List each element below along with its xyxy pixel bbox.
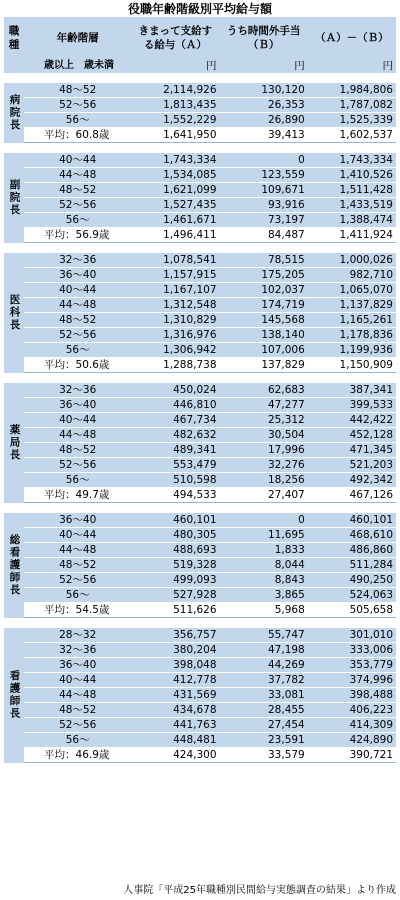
overtime-b-cell: 33,081 [220, 688, 308, 703]
net-c-cell: 333,006 [308, 643, 396, 658]
header-type: 職種 [4, 17, 24, 59]
average-c-cell: 1,150,909 [308, 358, 396, 373]
salary-a-cell: 398,048 [131, 658, 219, 673]
salary-a-cell: 380,204 [131, 643, 219, 658]
overtime-b-cell: 73,197 [220, 213, 308, 228]
overtime-b-cell: 25,312 [220, 413, 308, 428]
age-range-cell: 56～ [24, 733, 131, 748]
overtime-b-cell: 174,719 [220, 298, 308, 313]
net-c-cell: 1,178,836 [308, 328, 396, 343]
age-range-cell: 52～56 [24, 573, 131, 588]
overtime-b-cell: 0 [220, 153, 308, 168]
average-label: 平均：56.9歳 [24, 228, 131, 243]
units-yen-b: 円 [220, 59, 308, 73]
average-b-cell: 5,968 [220, 603, 308, 618]
salary-a-cell: 431,569 [131, 688, 219, 703]
table-row [4, 213, 396, 228]
header-age: 年齢階層 [24, 17, 131, 59]
average-b-cell: 137,829 [220, 358, 308, 373]
units-row [4, 59, 396, 73]
overtime-b-cell: 44,269 [220, 658, 308, 673]
salary-table [4, 17, 396, 763]
average-b-cell: 33,579 [220, 748, 308, 763]
overtime-b-cell: 23,591 [220, 733, 308, 748]
age-range-cell: 32～36 [24, 383, 131, 398]
salary-a-cell: 1,813,435 [131, 98, 219, 113]
net-c-cell: 1,065,070 [308, 283, 396, 298]
job-type-text: 薬局長 [8, 424, 21, 462]
table-row [4, 658, 396, 673]
gap-cell [4, 373, 396, 384]
salary-a-cell: 1,306,942 [131, 343, 219, 358]
salary-table-body [4, 17, 396, 763]
salary-a-cell: 1,310,829 [131, 313, 219, 328]
table-row [4, 413, 396, 428]
net-c-cell: 398,488 [308, 688, 396, 703]
age-range-cell: 52～56 [24, 328, 131, 343]
salary-a-cell: 1,316,976 [131, 328, 219, 343]
salary-a-cell: 446,810 [131, 398, 219, 413]
average-row [4, 128, 396, 143]
age-range-cell: 40～44 [24, 413, 131, 428]
age-range-cell: 52～56 [24, 718, 131, 733]
net-c-cell: 1,787,082 [308, 98, 396, 113]
table-row [4, 703, 396, 718]
overtime-b-cell: 28,455 [220, 703, 308, 718]
net-c-cell: 406,223 [308, 703, 396, 718]
overtime-b-cell: 138,140 [220, 328, 308, 343]
salary-a-cell: 1,157,915 [131, 268, 219, 283]
age-range-cell: 48～52 [24, 313, 131, 328]
average-label: 平均：60.8歳 [24, 128, 131, 143]
salary-a-cell: 434,678 [131, 703, 219, 718]
group-gap [4, 243, 396, 254]
net-c-cell: 1,410,526 [308, 168, 396, 183]
salary-a-cell: 499,093 [131, 573, 219, 588]
group-gap [4, 503, 396, 514]
overtime-b-cell: 175,205 [220, 268, 308, 283]
salary-a-cell: 467,734 [131, 413, 219, 428]
table-row [4, 588, 396, 603]
overtime-b-cell: 93,916 [220, 198, 308, 213]
net-c-cell: 1,137,829 [308, 298, 396, 313]
average-label: 平均：54.5歳 [24, 603, 131, 618]
age-range-cell: 36～40 [24, 513, 131, 528]
job-type-label [4, 383, 24, 503]
overtime-b-cell: 3,865 [220, 588, 308, 603]
net-c-cell: 486,860 [308, 543, 396, 558]
salary-a-cell: 482,632 [131, 428, 219, 443]
net-c-cell: 1,388,474 [308, 213, 396, 228]
net-c-cell: 442,422 [308, 413, 396, 428]
average-a-cell: 1,641,950 [131, 128, 219, 143]
job-type-label [4, 83, 24, 143]
average-c-cell: 1,411,924 [308, 228, 396, 243]
age-range-cell: 48～52 [24, 183, 131, 198]
overtime-b-cell: 8,044 [220, 558, 308, 573]
table-row [4, 153, 396, 168]
table-row [4, 168, 396, 183]
age-range-cell: 48～52 [24, 83, 131, 98]
average-row [4, 228, 396, 243]
average-b-cell: 27,407 [220, 488, 308, 503]
salary-a-cell: 356,757 [131, 628, 219, 643]
salary-a-cell: 553,479 [131, 458, 219, 473]
table-row [4, 428, 396, 443]
average-row [4, 748, 396, 763]
average-b-cell: 84,487 [220, 228, 308, 243]
age-range-cell: 40～44 [24, 283, 131, 298]
table-row [4, 113, 396, 128]
table-row [4, 253, 396, 268]
table-row [4, 383, 396, 398]
table-row [4, 473, 396, 488]
group-gap [4, 618, 396, 629]
table-row [4, 673, 396, 688]
net-c-cell: 414,309 [308, 718, 396, 733]
units-yen-a: 円 [131, 59, 219, 73]
job-type-label [4, 253, 24, 373]
source-note: 人事院「平成25年職種別民間給与実態調査の結果」より作成 [123, 885, 396, 896]
net-c-cell: 1,199,936 [308, 343, 396, 358]
salary-a-cell: 1,312,548 [131, 298, 219, 313]
net-c-cell: 511,284 [308, 558, 396, 573]
net-c-cell: 301,010 [308, 628, 396, 643]
average-row [4, 358, 396, 373]
header-c: （Ａ）－（Ｂ） [308, 17, 396, 59]
salary-a-cell: 480,305 [131, 528, 219, 543]
net-c-cell: 524,063 [308, 588, 396, 603]
salary-a-cell: 448,481 [131, 733, 219, 748]
salary-a-cell: 519,328 [131, 558, 219, 573]
average-a-cell: 511,626 [131, 603, 219, 618]
net-c-cell: 1,743,334 [308, 153, 396, 168]
age-range-cell: 36～40 [24, 658, 131, 673]
salary-a-cell: 527,928 [131, 588, 219, 603]
age-range-cell: 56～ [24, 113, 131, 128]
salary-a-cell: 2,114,926 [131, 83, 219, 98]
table-row [4, 558, 396, 573]
age-range-cell: 56～ [24, 343, 131, 358]
net-c-cell: 492,342 [308, 473, 396, 488]
gap-cell [4, 243, 396, 254]
average-c-cell: 467,126 [308, 488, 396, 503]
net-c-cell: 353,779 [308, 658, 396, 673]
average-label: 平均：49.7歳 [24, 488, 131, 503]
overtime-b-cell: 47,198 [220, 643, 308, 658]
overtime-b-cell: 30,504 [220, 428, 308, 443]
overtime-b-cell: 47,277 [220, 398, 308, 413]
overtime-b-cell: 78,515 [220, 253, 308, 268]
age-range-cell: 56～ [24, 473, 131, 488]
table-row [4, 298, 396, 313]
salary-a-cell: 1,743,334 [131, 153, 219, 168]
average-c-cell: 505,658 [308, 603, 396, 618]
net-c-cell: 982,710 [308, 268, 396, 283]
salary-a-cell: 1,167,107 [131, 283, 219, 298]
age-range-cell: 36～40 [24, 268, 131, 283]
average-c-cell: 1,602,537 [308, 128, 396, 143]
table-row [4, 628, 396, 643]
age-range-cell: 32～36 [24, 643, 131, 658]
net-c-cell: 452,128 [308, 428, 396, 443]
net-c-cell: 374,996 [308, 673, 396, 688]
table-row [4, 688, 396, 703]
age-range-cell: 44～48 [24, 298, 131, 313]
overtime-b-cell: 32,276 [220, 458, 308, 473]
salary-a-cell: 1,552,229 [131, 113, 219, 128]
table-row [4, 283, 396, 298]
net-c-cell: 1,165,261 [308, 313, 396, 328]
units-yen-c: 円 [308, 59, 396, 73]
overtime-b-cell: 26,890 [220, 113, 308, 128]
gap-cell [4, 73, 396, 83]
age-range-cell: 40～44 [24, 528, 131, 543]
overtime-b-cell: 107,006 [220, 343, 308, 358]
net-c-cell: 1,525,339 [308, 113, 396, 128]
net-c-cell: 1,511,428 [308, 183, 396, 198]
job-type-text: 総看護師長 [8, 534, 21, 597]
job-type-text: 病院長 [8, 94, 21, 132]
net-c-cell: 460,101 [308, 513, 396, 528]
overtime-b-cell: 123,559 [220, 168, 308, 183]
age-range-cell: 48～52 [24, 703, 131, 718]
overtime-b-cell: 11,695 [220, 528, 308, 543]
average-label: 平均：50.6歳 [24, 358, 131, 373]
table-row [4, 83, 396, 98]
overtime-b-cell: 0 [220, 513, 308, 528]
gap-cell [4, 503, 396, 514]
job-type-label [4, 513, 24, 618]
table-row [4, 313, 396, 328]
gap-cell [4, 618, 396, 629]
age-range-cell: 48～52 [24, 558, 131, 573]
header-b: うち時間外手当（Ｂ） [220, 17, 308, 59]
table-row [4, 98, 396, 113]
salary-a-cell: 510,598 [131, 473, 219, 488]
overtime-b-cell: 27,454 [220, 718, 308, 733]
age-range-cell: 40～44 [24, 153, 131, 168]
net-c-cell: 424,890 [308, 733, 396, 748]
age-range-cell: 36～40 [24, 398, 131, 413]
average-a-cell: 424,300 [131, 748, 219, 763]
average-row [4, 488, 396, 503]
average-a-cell: 1,288,738 [131, 358, 219, 373]
age-range-cell: 52～56 [24, 198, 131, 213]
salary-a-cell: 460,101 [131, 513, 219, 528]
net-c-cell: 1,984,806 [308, 83, 396, 98]
units-blank [4, 59, 24, 73]
job-type-text: 副院長 [8, 179, 21, 217]
job-type-label [4, 153, 24, 243]
net-c-cell: 1,000,026 [308, 253, 396, 268]
salary-a-cell: 441,763 [131, 718, 219, 733]
overtime-b-cell: 17,996 [220, 443, 308, 458]
table-row [4, 443, 396, 458]
header-a: きまって支給する給与（Ａ） [131, 17, 219, 59]
average-label: 平均：46.9歳 [24, 748, 131, 763]
table-row [4, 398, 396, 413]
average-c-cell: 390,721 [308, 748, 396, 763]
average-a-cell: 494,533 [131, 488, 219, 503]
units-age: 歳以上 歳未満 [24, 59, 131, 73]
salary-a-cell: 1,621,099 [131, 183, 219, 198]
overtime-b-cell: 62,683 [220, 383, 308, 398]
age-range-cell: 56～ [24, 588, 131, 603]
overtime-b-cell: 145,568 [220, 313, 308, 328]
age-range-cell: 44～48 [24, 428, 131, 443]
table-row [4, 343, 396, 358]
header-row [4, 17, 396, 59]
average-a-cell: 1,496,411 [131, 228, 219, 243]
salary-a-cell: 412,778 [131, 673, 219, 688]
overtime-b-cell: 8,843 [220, 573, 308, 588]
table-row [4, 198, 396, 213]
overtime-b-cell: 102,037 [220, 283, 308, 298]
age-range-cell: 28～32 [24, 628, 131, 643]
age-range-cell: 44～48 [24, 688, 131, 703]
age-range-cell: 48～52 [24, 443, 131, 458]
table-row [4, 543, 396, 558]
overtime-b-cell: 37,782 [220, 673, 308, 688]
job-type-text: 看護師長 [8, 670, 21, 721]
net-c-cell: 399,533 [308, 398, 396, 413]
age-range-cell: 44～48 [24, 543, 131, 558]
job-type-label [4, 628, 24, 763]
age-range-cell: 44～48 [24, 168, 131, 183]
age-range-cell: 32～36 [24, 253, 131, 268]
salary-a-cell: 1,534,085 [131, 168, 219, 183]
salary-a-cell: 450,024 [131, 383, 219, 398]
age-range-cell: 56～ [24, 213, 131, 228]
table-row [4, 458, 396, 473]
job-type-text: 医科長 [8, 294, 21, 332]
table-row [4, 268, 396, 283]
net-c-cell: 521,203 [308, 458, 396, 473]
table-row [4, 183, 396, 198]
page-title: 役職年齢階級別平均給与額 [127, 2, 272, 16]
net-c-cell: 1,433,519 [308, 198, 396, 213]
overtime-b-cell: 55,747 [220, 628, 308, 643]
salary-a-cell: 1,461,671 [131, 213, 219, 228]
age-range-cell: 40～44 [24, 673, 131, 688]
net-c-cell: 387,341 [308, 383, 396, 398]
overtime-b-cell: 26,353 [220, 98, 308, 113]
group-gap [4, 143, 396, 154]
net-c-cell: 471,345 [308, 443, 396, 458]
age-range-cell: 52～56 [24, 458, 131, 473]
net-c-cell: 468,610 [308, 528, 396, 543]
salary-a-cell: 1,078,541 [131, 253, 219, 268]
group-gap [4, 373, 396, 384]
salary-a-cell: 1,527,435 [131, 198, 219, 213]
overtime-b-cell: 109,671 [220, 183, 308, 198]
overtime-b-cell: 130,120 [220, 83, 308, 98]
salary-a-cell: 488,693 [131, 543, 219, 558]
table-row [4, 643, 396, 658]
table-row [4, 573, 396, 588]
overtime-b-cell: 1,833 [220, 543, 308, 558]
overtime-b-cell: 18,256 [220, 473, 308, 488]
average-b-cell: 39,413 [220, 128, 308, 143]
net-c-cell: 490,250 [308, 573, 396, 588]
salary-a-cell: 489,341 [131, 443, 219, 458]
table-row [4, 513, 396, 528]
table-row [4, 718, 396, 733]
gap-cell [4, 143, 396, 154]
average-row [4, 603, 396, 618]
table-row [4, 733, 396, 748]
table-row [4, 328, 396, 343]
table-row [4, 528, 396, 543]
age-range-cell: 52～56 [24, 98, 131, 113]
group-gap [4, 73, 396, 83]
